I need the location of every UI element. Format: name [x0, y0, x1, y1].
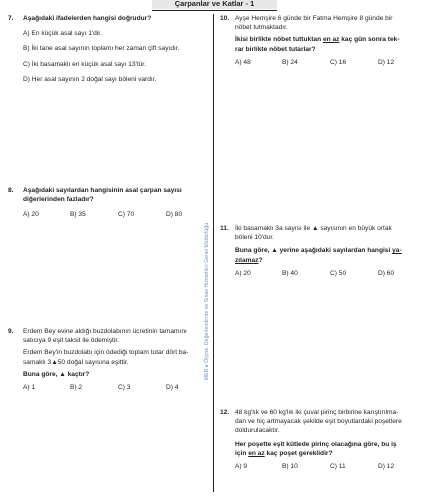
question-9 — [8, 327, 208, 392]
question-number: 9. — [8, 328, 14, 335]
column-divider — [213, 14, 214, 492]
question-7 — [8, 14, 208, 90]
question-stem: Aşağıdaki ifadelerden hangisi doğrudur? — [23, 15, 152, 22]
option-b[interactable]: B) 40 — [282, 269, 298, 277]
option-d[interactable]: D) 80 — [166, 211, 183, 219]
option-b[interactable]: B) 24 — [282, 58, 298, 66]
question-text-line2: satıcıya 9 eşit taksit ile ödemiştir. — [23, 337, 120, 345]
prompt-part: ? — [258, 256, 263, 264]
option-c[interactable]: C) 70 — [118, 211, 135, 219]
prompt-part: için — [235, 449, 249, 457]
question-prompt-line2 — [235, 449, 420, 458]
option-b[interactable]: B) İki tane asal sayının toplamı her zaman çift sayıdır. — [23, 45, 180, 53]
option-c[interactable]: C) İki basamaklı en küçük asal sayı 13'tür. — [23, 60, 146, 68]
option-b[interactable]: B) 2 — [70, 384, 83, 392]
option-c[interactable]: C) 3 — [118, 384, 131, 392]
question-stem-line2: diğerlerinden fazladır? — [23, 196, 94, 204]
option-b[interactable]: B) 10 — [282, 463, 298, 471]
prompt-part: Buna göre, ▲ yerine aşağıdaki sayılardan hangisi — [235, 247, 393, 255]
side-note-text: Ölçme, Değerlendirme ve Sınav Hizmetleri Genel Müdürlüğü — [204, 222, 210, 363]
prompt-underlined: ya- — [392, 247, 402, 255]
question-8 — [8, 186, 208, 220]
question-prompt-line1: Her poşette eşit kütlede pirinç olacağına göre, bu iş — [235, 440, 397, 448]
prompt-part: kaç gün sonra tek- — [339, 36, 400, 44]
option-a[interactable]: A) 20 — [235, 269, 251, 277]
question-text-line2: dan ve hiç artmayacak şekilde eşit boyutlardaki poşetlere — [235, 418, 402, 426]
question-text-line1: Erdem Bey evine aldığı buzdolabının ücretinin tamamını — [23, 328, 187, 335]
question-prompt-line1 — [235, 35, 420, 44]
question-text-line2: nöbet tutmaktadır. — [235, 24, 288, 32]
prompt-underlined: en az — [248, 449, 265, 457]
side-note: MEB ● Ölçme, Değerlendirme ve Sınav Hizmetleri Genel Müdürlüğü — [204, 222, 210, 380]
question-number: 12. — [220, 409, 230, 416]
question-prompt-line1 — [235, 246, 420, 255]
option-c[interactable]: C) 11 — [330, 463, 346, 471]
prompt-underlined: en az — [322, 36, 340, 44]
question-text-line4: samaklı 3▲50 doğal sayısına eşittir. — [23, 358, 129, 366]
question-text-line1: 48 kg'lık ve 60 kg'lık iki çuval pirinç birbirine karıştırılma- — [235, 409, 399, 416]
question-number: 8. — [8, 187, 14, 194]
question-prompt-line2 — [235, 256, 420, 265]
option-d[interactable]: D) Her asal sayının 2 doğal sayı böleni vardır. — [23, 75, 157, 83]
option-a[interactable]: A) 48 — [235, 58, 251, 66]
page-title: Çarpanlar ve Katlar - 1 — [152, 0, 277, 9]
option-d[interactable]: D) 12 — [378, 463, 395, 471]
option-d[interactable]: D) 4 — [166, 384, 179, 392]
question-text-line3: Erdem Bey'in buzdolabı için ödediği toplam tutar dört ba- — [23, 349, 189, 357]
question-prompt: Buna göre, ▲ kaçtır? — [23, 370, 90, 378]
question-text-line3: doldurulacaktır. — [235, 427, 280, 435]
prompt-part: kaç poşet gereklidir? — [264, 449, 333, 457]
prompt-underlined: zılamaz — [235, 256, 259, 264]
question-number: 10. — [220, 15, 230, 22]
option-a[interactable]: A) 20 — [23, 211, 39, 219]
option-c[interactable]: C) 16 — [330, 58, 347, 66]
option-a[interactable]: A) 9 — [235, 463, 248, 471]
option-a[interactable]: A) 1 — [23, 384, 36, 392]
option-d[interactable]: D) 60 — [378, 269, 395, 277]
question-number: 7. — [8, 15, 14, 22]
prompt-part: İkisi birlikte nöbet tuttuktan — [235, 36, 323, 44]
option-a[interactable]: A) En küçük asal sayı 1'dir. — [23, 30, 102, 38]
option-c[interactable]: C) 50 — [330, 269, 347, 277]
question-prompt-line2: rar birlikte nöbet tutarlar? — [235, 45, 316, 53]
question-number: 11. — [220, 225, 229, 232]
question-11 — [220, 224, 420, 278]
option-d[interactable]: D) 12 — [378, 58, 395, 66]
question-text-line2: böleni 10'dur. — [235, 234, 275, 242]
question-stem-line1: Aşağıdaki sayılardan hangisinin asal çarpan sayısı — [23, 187, 182, 194]
question-12 — [220, 408, 420, 471]
question-text-line1: İki basamaklı 3a sayısı ile ▲ sayısının en büyük ortak — [235, 225, 392, 232]
question-10 — [220, 14, 420, 67]
side-note-prefix: MEB — [204, 368, 210, 380]
option-b[interactable]: B) 35 — [70, 211, 86, 219]
question-text-line1: Ayşe Hemşire 6 günde bir Fatma Hemşire 8 günde bir — [235, 15, 393, 22]
